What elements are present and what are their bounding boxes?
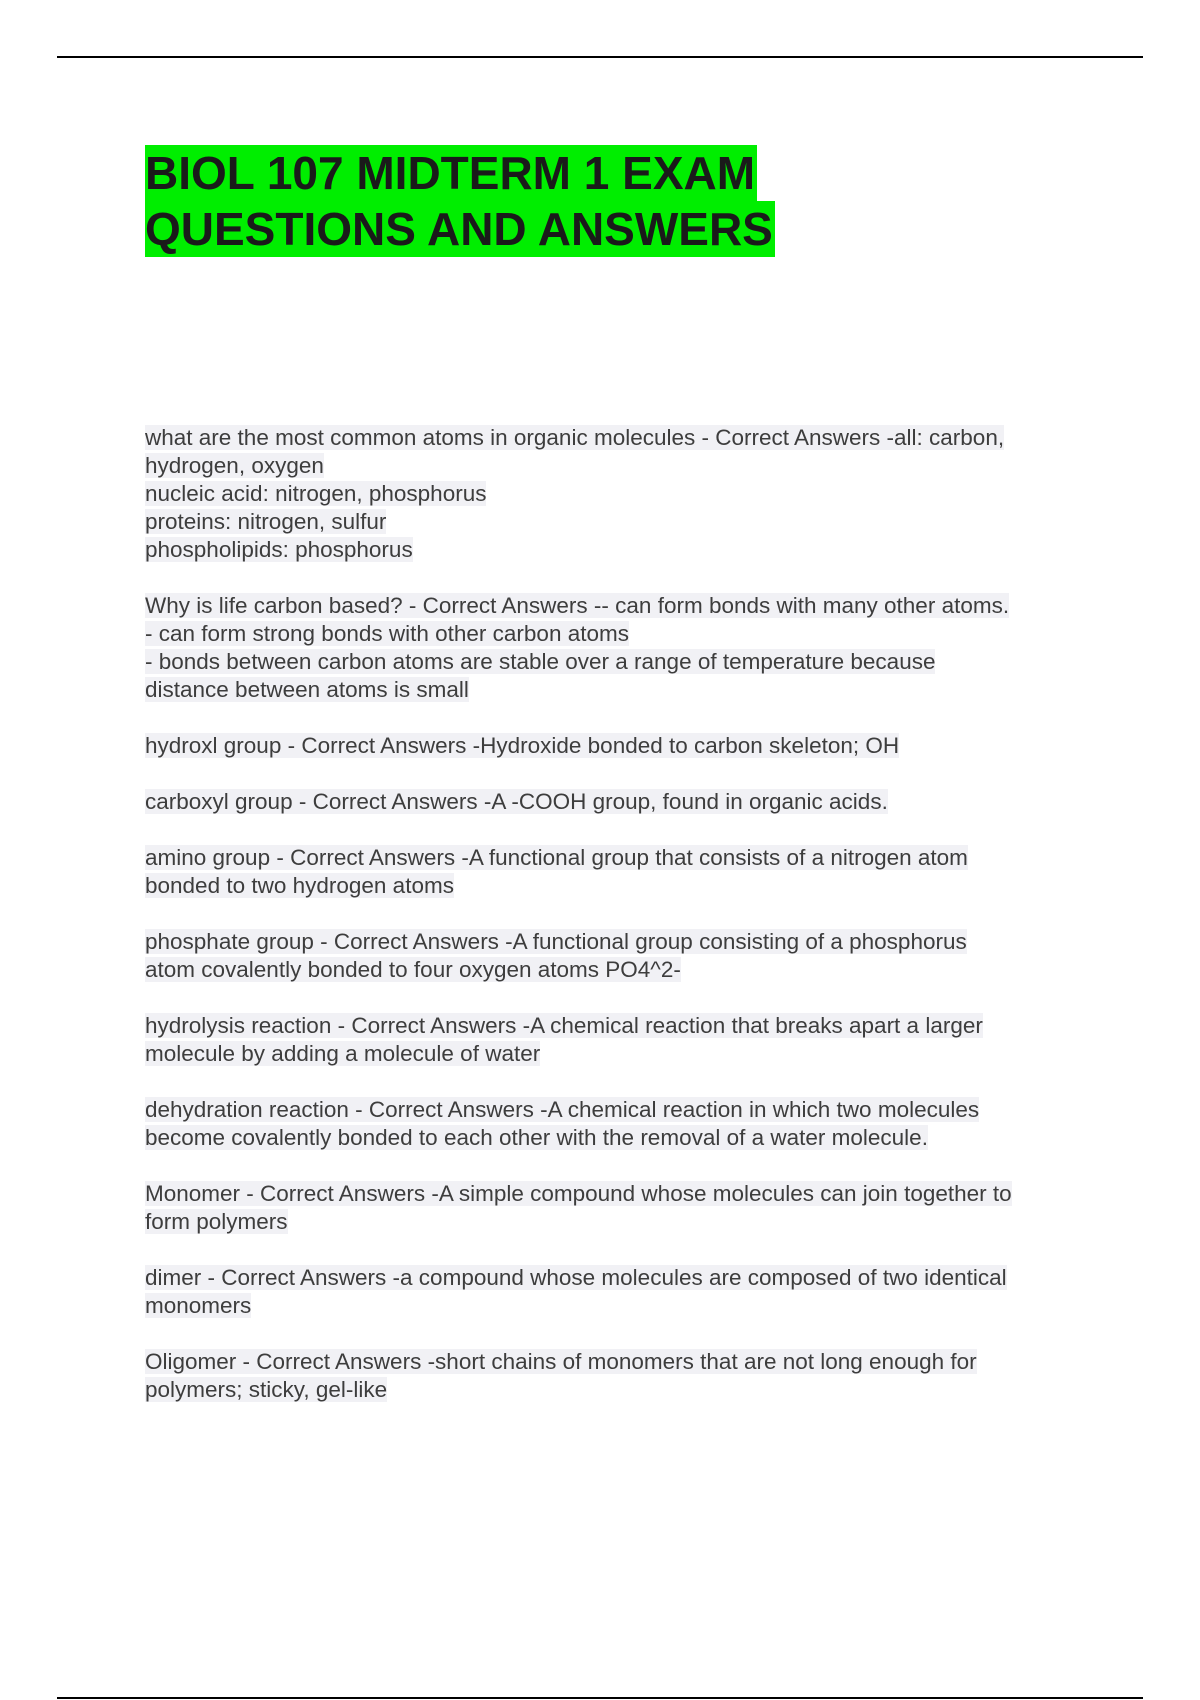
qa-line — [145, 1012, 1085, 1040]
qa-line-text: form polymers — [145, 1209, 288, 1234]
qa-line — [145, 844, 1085, 872]
title-line-2: QUESTIONS AND ANSWERS — [145, 203, 773, 255]
qa-line-text: Oligomer - Correct Answers -short chains of monomers that are not long enough for — [145, 1349, 977, 1374]
qa-line — [145, 536, 1085, 564]
qa-item — [145, 1012, 1085, 1068]
qa-list — [145, 424, 1085, 1432]
qa-line — [145, 1180, 1085, 1208]
qa-line — [145, 872, 1085, 900]
qa-line-text: - bonds between carbon atoms are stable over a range of temperature because — [145, 649, 936, 674]
qa-line-text: dehydration reaction - Correct Answers -A chemical reaction in which two molecules — [145, 1097, 980, 1122]
qa-item — [145, 732, 1085, 760]
qa-line — [145, 788, 1085, 816]
qa-item — [145, 788, 1085, 816]
qa-line — [145, 1124, 1085, 1152]
qa-line-text: hydrogen, oxygen — [145, 453, 324, 478]
qa-line-text: proteins: nitrogen, sulfur — [145, 509, 387, 534]
qa-line — [145, 620, 1085, 648]
qa-line-text: become covalently bonded to each other with the removal of a water molecule. — [145, 1125, 928, 1150]
qa-item — [145, 1264, 1085, 1320]
bottom-rule — [57, 1697, 1143, 1699]
qa-line — [145, 424, 1085, 452]
qa-line-text: hydrolysis reaction - Correct Answers -A chemical reaction that breaks apart a larger — [145, 1013, 983, 1038]
qa-item — [145, 424, 1085, 564]
qa-line-text: monomers — [145, 1293, 252, 1318]
qa-line-text: molecule by adding a molecule of water — [145, 1041, 541, 1066]
qa-line-text: phospholipids: phosphorus — [145, 537, 413, 562]
qa-line-text: nucleic acid: nitrogen, phosphorus — [145, 481, 487, 506]
qa-line-text: Why is life carbon based? - Correct Answers -- can form bonds with many other atoms. — [145, 593, 1010, 618]
qa-line-text: distance between atoms is small — [145, 677, 469, 702]
qa-line — [145, 1040, 1085, 1068]
qa-line-text: amino group - Correct Answers -A functional group that consists of a nitrogen atom — [145, 845, 968, 870]
qa-line-text: hydroxl group - Correct Answers -Hydroxide bonded to carbon skeleton; OH — [145, 733, 900, 758]
qa-line — [145, 1208, 1085, 1236]
qa-item — [145, 844, 1085, 900]
qa-line — [145, 1376, 1085, 1404]
top-rule — [57, 56, 1143, 58]
qa-line — [145, 452, 1085, 480]
qa-item — [145, 1096, 1085, 1152]
qa-item — [145, 1180, 1085, 1236]
qa-line-text: bonded to two hydrogen atoms — [145, 873, 454, 898]
qa-line — [145, 676, 1085, 704]
qa-line — [145, 1348, 1085, 1376]
title-line-1: BIOL 107 MIDTERM 1 EXAM — [145, 147, 756, 199]
qa-line-text: atom covalently bonded to four oxygen atoms PO4^2- — [145, 957, 681, 982]
qa-line — [145, 1264, 1085, 1292]
qa-line — [145, 956, 1085, 984]
qa-line-text: polymers; sticky, gel-like — [145, 1377, 388, 1402]
qa-item — [145, 592, 1085, 704]
qa-line — [145, 592, 1085, 620]
qa-line-text: what are the most common atoms in organic molecules - Correct Answers -all: carbon, — [145, 425, 1005, 450]
qa-line — [145, 480, 1085, 508]
qa-line-text: phosphate group - Correct Answers -A functional group consisting of a phosphorus — [145, 929, 967, 954]
qa-line-text: carboxyl group - Correct Answers -A -COOH group, found in organic acids. — [145, 789, 888, 814]
qa-line — [145, 1292, 1085, 1320]
qa-line-text: Monomer - Correct Answers -A simple compound whose molecules can join together to — [145, 1181, 1012, 1206]
qa-line-text: - can form strong bonds with other carbon atoms — [145, 621, 629, 646]
qa-line-text: dimer - Correct Answers -a compound whose molecules are composed of two identical — [145, 1265, 1007, 1290]
qa-line — [145, 1096, 1085, 1124]
qa-item — [145, 1348, 1085, 1404]
page-title — [145, 145, 1045, 257]
qa-line — [145, 928, 1085, 956]
qa-line — [145, 508, 1085, 536]
qa-item — [145, 928, 1085, 984]
qa-line — [145, 732, 1085, 760]
qa-line — [145, 648, 1085, 676]
